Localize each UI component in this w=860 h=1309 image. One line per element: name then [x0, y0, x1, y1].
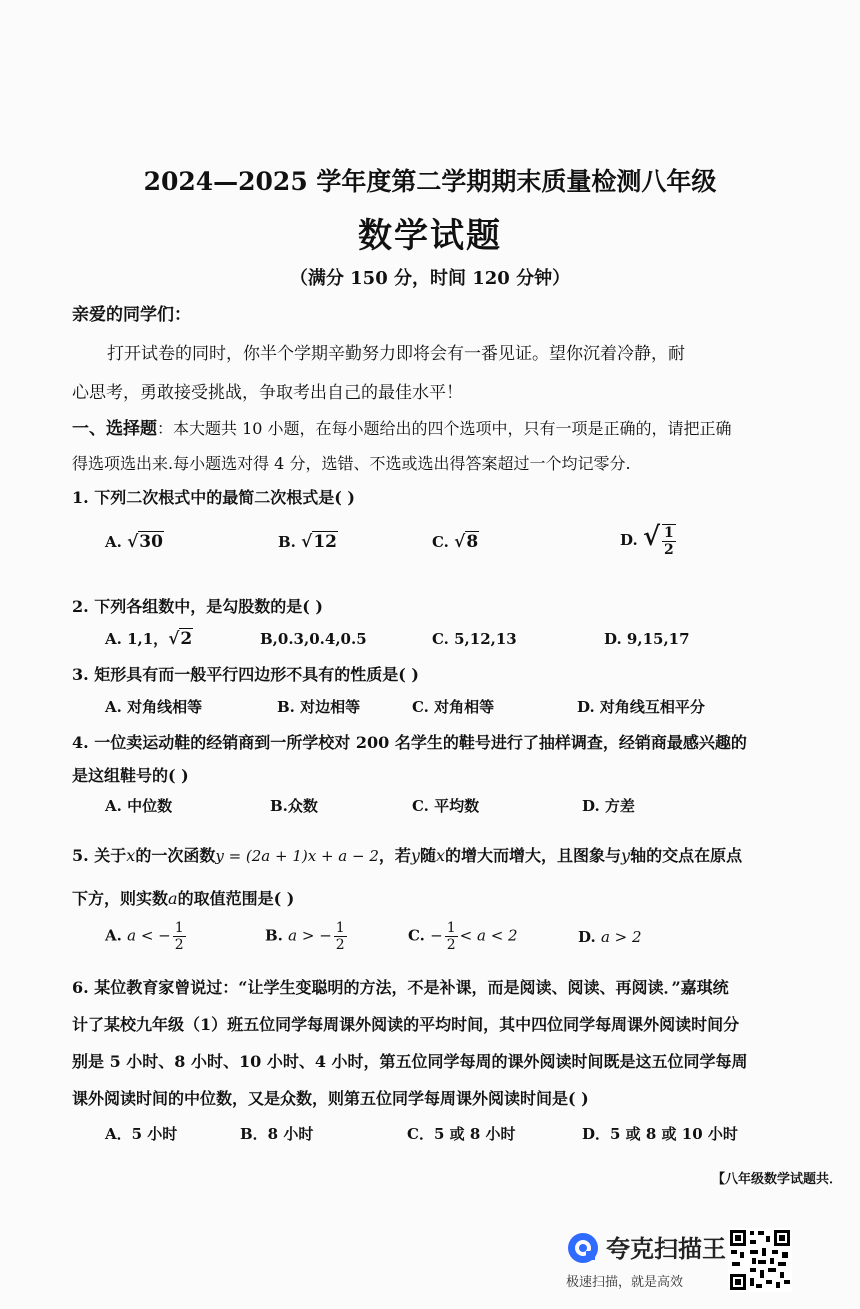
q4-stem-line1: 4. 一位卖运动鞋的经销商到一所学校对 200 名学生的鞋号进行了抽样调查，经销商最感兴趣的 — [72, 733, 747, 752]
section1-intro-line1: 一、选择题：本大题共 10 小题，在每小题给出的四个选项中，只有一项是正确的，请把正确 — [72, 419, 732, 439]
qr-code-icon — [728, 1228, 792, 1292]
salutation: 亲爱的同学们： — [72, 305, 191, 325]
q6-stem-line2: 计了某校九年级（1）班五位同学每周课外阅读的平均时间，其中四位同学每周课外阅读时间分 — [72, 1015, 740, 1034]
quark-logo-icon — [566, 1231, 600, 1265]
q3-option-b: B. 对边相等 — [277, 698, 361, 716]
q3-stem: 3. 矩形具有而一般平行四边形不具有的性质是( ) — [72, 665, 419, 684]
q2-option-d: D. 9,15,17 — [604, 630, 690, 648]
scanner-slogan: 极速扫描，就是高效 — [566, 1275, 684, 1290]
q2-option-b: B,0.3,0.4,0.5 — [260, 630, 367, 648]
q4-option-d: D. 方差 — [582, 797, 635, 815]
q2-option-a: A. 1,1，√2 — [105, 629, 193, 649]
q4-option-a: A. 中位数 — [105, 797, 173, 815]
q2-option-c: C. 5,12,13 — [432, 630, 517, 648]
q5-option-c: C. − $\frac{1}{2}$ < a < 2 — [408, 920, 518, 953]
greeting-line1: 打开试卷的同时，你半个学期辛勤努力即将会有一番见证。望你沉着冷静，耐 — [107, 344, 685, 364]
page-footer-tag: 【八年级数学试题共． — [712, 1172, 843, 1187]
q5-option-d: D. a > 2 — [578, 928, 642, 946]
q3-option-d: D. 对角线互相平分 — [577, 698, 705, 716]
q5-option-b: B. a > − $\frac{1}{2}$ — [265, 920, 345, 953]
greeting-line2: 心思考，勇敢接受挑战，争取考出自己的最佳水平！ — [72, 383, 463, 403]
q6-option-d: D．5 或 8 或 10 小时 — [582, 1125, 738, 1143]
q6-stem-line1: 6. 某位教育家曾说过：“让学生变聪明的方法，不是补课，而是阅读、阅读、再阅读．”嘉琪统 — [72, 978, 729, 997]
q6-option-a: A．5 小时 — [105, 1125, 178, 1143]
q4-stem-line2: 是这组鞋号的( ) — [72, 766, 189, 785]
q3-option-c: C. 对角相等 — [412, 698, 495, 716]
section1-heading: 一、选择题 — [72, 419, 157, 439]
q4-option-c: C. 平均数 — [412, 797, 480, 815]
q1-option-b: B. √12 — [278, 532, 337, 552]
q1-stem: 1. 下列二次根式中的最简二次根式是( ) — [72, 488, 355, 507]
q5-function: y = (2a + 1)x + a − 2 — [215, 847, 379, 865]
q6-stem-line4: 课外阅读时间的中位数，又是众数，则第五位同学每周课外阅读时间是( ) — [72, 1089, 589, 1108]
q4-option-b: B.众数 — [270, 797, 318, 815]
q5-stem-line1: 5. 关于x的一次函数y = (2a + 1)x + a − 2，若y随x的增大而增大，且图象与y轴的交点在原点 — [72, 846, 743, 865]
q6-option-c: C．5 或 8 小时 — [407, 1125, 516, 1143]
q5-option-a: A. a < − $\frac{1}{2}$ — [105, 920, 184, 953]
q5-stem-line2: 下方，则实数a的取值范围是( ) — [72, 889, 295, 908]
section1-intro-line2: 得选项选出来.每小题选对得 4 分，选错、不选或选出得答案超过一个均记零分. — [72, 454, 631, 473]
q3-option-a: A. 对角线相等 — [105, 698, 203, 716]
q2-stem: 2. 下列各组数中，是勾股数的是( ) — [72, 597, 323, 616]
exam-title-line1: 2024—2025 学年度第二学期期末质量检测八年级 — [143, 167, 717, 196]
q6-option-b: B．8 小时 — [240, 1125, 314, 1143]
q1-option-d: D. √ $\frac{1}{2}$ — [620, 522, 674, 558]
scanner-brand: 夸克扫描王 — [606, 1235, 726, 1263]
exam-title: 数学试题 — [358, 216, 502, 256]
q1-option-c: C. √8 — [432, 532, 479, 552]
exam-subtitle: （满分 150 分，时间 120 分钟） — [289, 268, 571, 289]
q1-option-a: A. √30 — [105, 532, 163, 552]
q6-stem-line3: 别是 5 小时、8 小时、10 小时、4 小时，第五位同学每周的课外阅读时间既是这五位同学每周 — [72, 1052, 748, 1071]
